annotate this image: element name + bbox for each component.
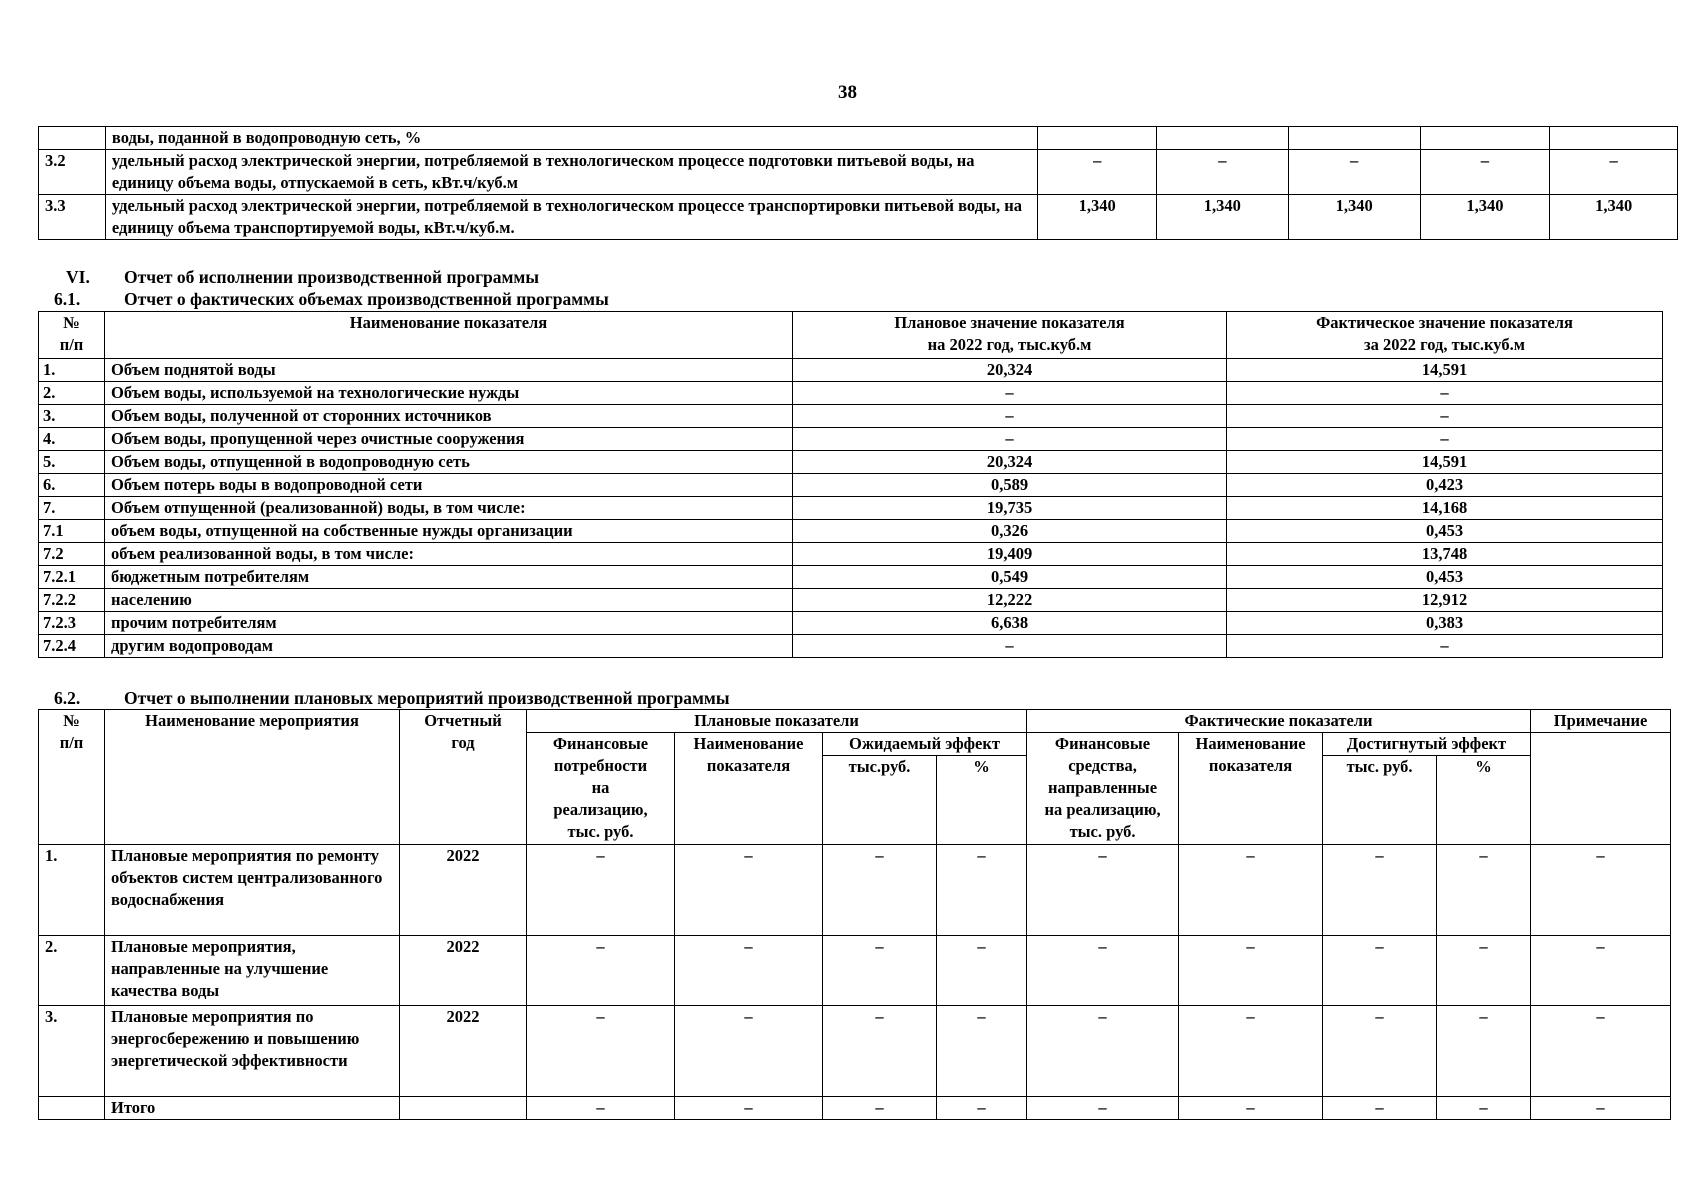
- fact-value: 0,453: [1227, 520, 1663, 543]
- m-fact-fin-header: [1027, 733, 1179, 845]
- row-number: 3.: [39, 405, 105, 428]
- indicator-value: 1,340: [1550, 195, 1678, 240]
- total-value: –: [937, 1097, 1027, 1120]
- total-value: –: [1323, 1097, 1437, 1120]
- volume-row: [39, 428, 1663, 451]
- volumes-table: [38, 311, 1663, 658]
- volume-row: [39, 635, 1663, 658]
- fact-value: –: [1227, 635, 1663, 658]
- total-row: [39, 1097, 1671, 1120]
- m-plan-fin-header: [527, 733, 675, 845]
- report-year: 2022: [400, 936, 527, 1006]
- volume-name: Объем отпущенной (реализованной) воды, в том числе:: [105, 497, 793, 520]
- indicator-row: [39, 127, 1678, 150]
- col-plan-header: Плановое значение показателя на 2022 год, тыс.куб.м: [793, 312, 1227, 359]
- fact-value: 13,748: [1227, 543, 1663, 566]
- fact-value: 14,591: [1227, 359, 1663, 382]
- row-number: 2.: [39, 382, 105, 405]
- row-number: 7.1: [39, 520, 105, 543]
- indicator-value: 1,340: [1156, 195, 1288, 240]
- volume-name: Объем воды, используемой на технологические нужды: [105, 382, 793, 405]
- plan-value: 0,549: [793, 566, 1227, 589]
- measure-row: [39, 845, 1671, 936]
- volume-row: [39, 497, 1663, 520]
- measure-value: –: [675, 936, 823, 1006]
- measure-value: –: [1323, 936, 1437, 1006]
- measure-value: –: [1437, 1006, 1531, 1097]
- row-number: 7.2: [39, 543, 105, 566]
- plan-value: 19,409: [793, 543, 1227, 566]
- volume-name: прочим потребителям: [105, 612, 793, 635]
- measure-value: –: [1027, 845, 1179, 936]
- measure-value: –: [1027, 936, 1179, 1006]
- m-fact-group-header: Фактические показатели: [1027, 710, 1531, 733]
- indicator-value: [1038, 127, 1157, 150]
- header-line: показателя: [706, 756, 791, 775]
- page-number: 38: [838, 82, 857, 103]
- header-line: направленные: [1048, 778, 1158, 797]
- volume-name: объем воды, отпущенной на собственные нужды организации: [105, 520, 793, 543]
- m-plan-group-header: Плановые показатели: [527, 710, 1027, 733]
- row-number: 6.: [39, 474, 105, 497]
- indicator-value: –: [1156, 150, 1288, 195]
- plan-value: 0,589: [793, 474, 1227, 497]
- section-6-2-heading: 6.2. Отчет о выполнении плановых мероприятий производственной программы: [54, 688, 730, 708]
- measure-value: –: [1437, 936, 1531, 1006]
- plan-value: 20,324: [793, 451, 1227, 474]
- measures-table: [38, 709, 1671, 1120]
- measure-value: –: [937, 936, 1027, 1006]
- m-note-header: Примечание: [1531, 710, 1671, 733]
- row-number: 7.2.2: [39, 589, 105, 612]
- measure-value: –: [1531, 936, 1671, 1006]
- header-line: Финансовые: [552, 734, 649, 753]
- row-number: 2.: [39, 936, 105, 1006]
- indicator-value: –: [1038, 150, 1157, 195]
- volume-row: [39, 359, 1663, 382]
- total-value: –: [675, 1097, 823, 1120]
- measure-value: –: [1323, 845, 1437, 936]
- measure-row: [39, 1006, 1671, 1097]
- m-note-subheader: [1531, 733, 1671, 845]
- row-number: 3.: [39, 1006, 105, 1097]
- header-line: средства,: [1068, 756, 1137, 775]
- measure-value: –: [1531, 845, 1671, 936]
- plan-value: –: [793, 382, 1227, 405]
- plan-value: 19,735: [793, 497, 1227, 520]
- measure-value: –: [1179, 845, 1323, 936]
- header-line: показателя: [1208, 756, 1293, 775]
- row-number: 5.: [39, 451, 105, 474]
- indicator-value: 1,340: [1038, 195, 1157, 240]
- fact-value: 14,168: [1227, 497, 1663, 520]
- indicator-row: [39, 195, 1678, 240]
- indicator-name: удельный расход электрической энергии, потребляемой в технологическом процессе подготовки питьевой воды, на единицу объема воды, отпускаемой в сеть, кВт.ч/куб.м: [105, 150, 1038, 195]
- indicator-value: [1288, 127, 1420, 150]
- col-fact-header: Фактическое значение показателя за 2022 год, тыс.куб.м: [1227, 312, 1663, 359]
- row-number: 4.: [39, 428, 105, 451]
- row-number: 7.2.1: [39, 566, 105, 589]
- volume-row: [39, 382, 1663, 405]
- fact-value: 0,453: [1227, 566, 1663, 589]
- measure-value: –: [937, 845, 1027, 936]
- measure-name: Плановые мероприятия по ремонту объектов систем централизованного водоснабжения: [105, 845, 400, 936]
- measure-value: –: [1323, 1006, 1437, 1097]
- indicator-value: [1420, 127, 1550, 150]
- plan-value: 0,326: [793, 520, 1227, 543]
- indicator-name: воды, поданной в водопроводную сеть, %: [105, 127, 1038, 150]
- m-col-name-header: Наименование мероприятия: [105, 710, 400, 845]
- header-line: на: [591, 778, 610, 797]
- total-label: Итого: [105, 1097, 400, 1120]
- volume-row: [39, 451, 1663, 474]
- row-number: 7.2.3: [39, 612, 105, 635]
- header-line: тыс. руб.: [1069, 822, 1136, 841]
- indicator-row: [39, 150, 1678, 195]
- measure-value: –: [527, 845, 675, 936]
- indicator-value: [1156, 127, 1288, 150]
- measure-value: –: [823, 1006, 937, 1097]
- measure-value: –: [1437, 845, 1531, 936]
- volume-name: населению: [105, 589, 793, 612]
- header-line: потребности: [553, 756, 648, 775]
- section-6-heading: VI. Отчет об исполнении производственной программы: [66, 267, 540, 287]
- volume-row: [39, 405, 1663, 428]
- row-number: 7.2.4: [39, 635, 105, 658]
- report-year: 2022: [400, 1006, 527, 1097]
- m-fact-effect-rub-header: тыс. руб.: [1323, 756, 1437, 845]
- volume-row: [39, 566, 1663, 589]
- row-number: [39, 127, 106, 150]
- total-value: –: [527, 1097, 675, 1120]
- fact-value: 0,383: [1227, 612, 1663, 635]
- row-number: [39, 1097, 105, 1120]
- header-line: Наименование: [1195, 734, 1306, 753]
- report-year: 2022: [400, 845, 527, 936]
- total-value: –: [1437, 1097, 1531, 1120]
- measure-value: –: [527, 936, 675, 1006]
- indicator-value: [1550, 127, 1678, 150]
- indicator-value: –: [1550, 150, 1678, 195]
- volume-row: [39, 612, 1663, 635]
- volume-row: [39, 543, 1663, 566]
- volume-name: Объем воды, отпущенной в водопроводную сеть: [105, 451, 793, 474]
- measure-value: –: [1027, 1006, 1179, 1097]
- indicator-value: 1,340: [1420, 195, 1550, 240]
- row-number: 3.3: [39, 195, 106, 240]
- volume-name: другим водопроводам: [105, 635, 793, 658]
- total-value: –: [823, 1097, 937, 1120]
- measure-name: Плановые мероприятия по энергосбережению и повышению энергетической эффективности: [105, 1006, 400, 1097]
- volume-name: Объем потерь воды в водопроводной сети: [105, 474, 793, 497]
- m-col-num-header: № п/п: [39, 710, 105, 845]
- header-line: тыс. руб.: [567, 822, 634, 841]
- row-number: 1.: [39, 359, 105, 382]
- indicators-table: [38, 126, 1678, 240]
- indicator-name: удельный расход электрической энергии, потребляемой в технологическом процессе транспортировки питьевой воды, на единицу объема транспортируемой воды, кВт.ч/куб.м.: [105, 195, 1038, 240]
- measure-value: –: [675, 1006, 823, 1097]
- volumes-header-row: [39, 312, 1663, 359]
- measure-value: –: [823, 845, 937, 936]
- m-plan-effect-header: Ожидаемый эффект: [823, 733, 1027, 756]
- measure-value: –: [675, 845, 823, 936]
- fact-value: 0,423: [1227, 474, 1663, 497]
- total-value: –: [1179, 1097, 1323, 1120]
- m-fact-effect-pct-header: %: [1437, 756, 1531, 845]
- indicator-value: –: [1420, 150, 1550, 195]
- fact-value: –: [1227, 405, 1663, 428]
- header-line: на реализацию,: [1044, 800, 1161, 819]
- col-num-header: № п/п: [39, 312, 105, 359]
- m-fact-effect-header: Достигнутый эффект: [1323, 733, 1531, 756]
- m-plan-indicator-header: [675, 733, 823, 845]
- volume-name: объем реализованной воды, в том числе:: [105, 543, 793, 566]
- plan-value: –: [793, 405, 1227, 428]
- indicator-value: 1,340: [1288, 195, 1420, 240]
- measures-header-row-1: [39, 710, 1671, 733]
- m-plan-effect-rub-header: тыс.руб.: [823, 756, 937, 845]
- volume-row: [39, 474, 1663, 497]
- fact-value: –: [1227, 428, 1663, 451]
- plan-value: 20,324: [793, 359, 1227, 382]
- volume-name: Объем поднятой воды: [105, 359, 793, 382]
- row-number: 1.: [39, 845, 105, 936]
- row-number: 7.: [39, 497, 105, 520]
- measure-value: –: [527, 1006, 675, 1097]
- header-line: Наименование: [693, 734, 804, 753]
- plan-value: –: [793, 635, 1227, 658]
- measure-value: –: [1179, 1006, 1323, 1097]
- header-line: реализацию,: [553, 800, 648, 819]
- report-year: [400, 1097, 527, 1120]
- measure-value: –: [823, 936, 937, 1006]
- plan-value: 12,222: [793, 589, 1227, 612]
- volume-row: [39, 520, 1663, 543]
- plan-value: –: [793, 428, 1227, 451]
- fact-value: 12,912: [1227, 589, 1663, 612]
- fact-value: –: [1227, 382, 1663, 405]
- total-value: –: [1531, 1097, 1671, 1120]
- fact-value: 14,591: [1227, 451, 1663, 474]
- plan-value: 6,638: [793, 612, 1227, 635]
- section-6-1-heading: 6.1. Отчет о фактических объемах производственной программы: [54, 289, 609, 309]
- volume-row: [39, 589, 1663, 612]
- m-plan-effect-pct-header: %: [937, 756, 1027, 845]
- measure-row: [39, 936, 1671, 1006]
- measure-value: –: [937, 1006, 1027, 1097]
- total-value: –: [1027, 1097, 1179, 1120]
- volume-name: Объем воды, полученной от сторонних источников: [105, 405, 793, 428]
- indicator-value: –: [1288, 150, 1420, 195]
- measure-value: –: [1531, 1006, 1671, 1097]
- m-fact-indicator-header: [1179, 733, 1323, 845]
- measure-value: –: [1179, 936, 1323, 1006]
- m-col-year-header: Отчетный год: [400, 710, 527, 845]
- header-line: Финансовые: [1054, 734, 1151, 753]
- measure-name: Плановые мероприятия, направленные на улучшение качества воды: [105, 936, 400, 1006]
- row-number: 3.2: [39, 150, 106, 195]
- col-name-header: Наименование показателя: [105, 312, 793, 359]
- volume-name: бюджетным потребителям: [105, 566, 793, 589]
- volume-name: Объем воды, пропущенной через очистные сооружения: [105, 428, 793, 451]
